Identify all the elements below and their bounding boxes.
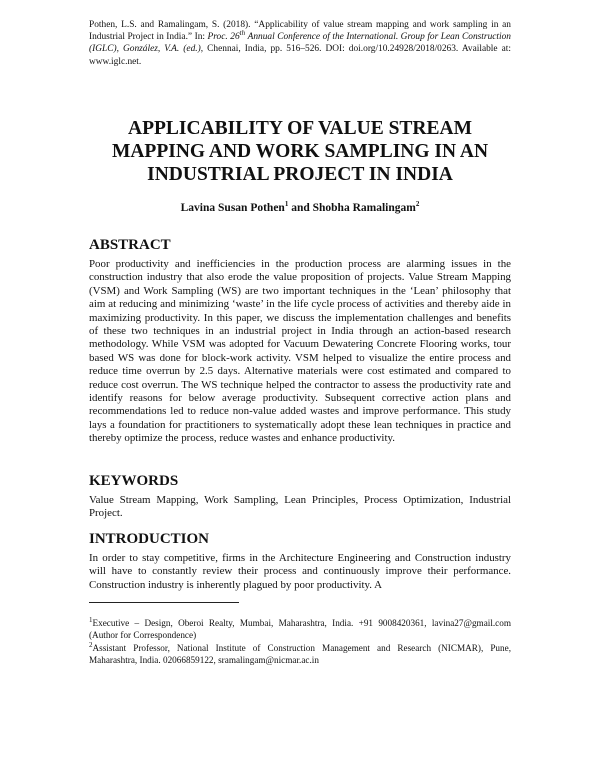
author-1-affiliation-mark: 1 xyxy=(284,200,289,209)
abstract-heading: ABSTRACT xyxy=(89,237,171,253)
citation-proceedings-prefix: Proc. 26 xyxy=(207,32,240,43)
citation-location-doi: Chennai, India, pp. 516–526. DOI: doi.org/10.24928/2018/0263. Available at: www.iglc.net. xyxy=(89,44,511,67)
author-2-affiliation-mark: 2 xyxy=(415,200,420,209)
citation-text: Pothen, L.S. and Ramalingam, S. (2018). “Applicability of value stream mapping and work sampling in an Industrial Project in India.” In: xyxy=(89,20,511,43)
keywords-text: Value Stream Mapping, Work Sampling, Lean Principles, Process Optimization, Industrial Project. xyxy=(89,494,511,520)
footnote-2 xyxy=(89,642,511,666)
author-line xyxy=(90,202,510,214)
abstract-text: Poor productivity and inefficiencies in the production process are alarming issues in the construction industry that also erode the value proposition of projects. Value Stream Mapping (VSM) and Work Sampling (WS) are two important techniques in the ‘Lean’ philosophy that aim at reducing and minimizing ‘waste’ in the life cycle process of activities and thereby aide in maximizing productivity. In this paper, we discuss the implementation challenges and benefits of these two techniques in an industrial project in India through an action-based research methodology. While VSM was adopted for Vacuum Dewatering Concrete Flooring works, tour based WS was done for block-work activity. VSM helped to visualize the entire process and reduce time overrun by 2.5 days. Alternative materials were cost estimated and compared to reduce cost overrun. The WS technique helped the contractor to assess the productivity rate and identify reasons for below average productivity. Subsequent corrective action plans and recommendations led to reduce non-value added wastes and improve performance. This study lays a foundation for practitioners to systematically adopt these lean techniques in practice and thereby optimize the process, reduce wastes and enhance productivity. xyxy=(89,258,511,445)
introduction-text: In order to stay competitive, firms in the Architecture Engineering and Construction industry will have to constantly review their process and continuously improve their performance. Construction industry is inherently plagued by poor productivity. A xyxy=(89,552,511,591)
author-2: Shobha Ramalingam xyxy=(312,202,416,214)
footnote-2-text: Assistant Professor, National Institute of Construction Management and Research (NICMAR), Pune, Maharashtra, India. 02066859122, sramalingam@nicmar.ac.in xyxy=(89,643,511,666)
keywords-heading: KEYWORDS xyxy=(89,473,179,489)
introduction-heading: INTRODUCTION xyxy=(89,531,210,547)
citation-ordinal-suffix: th xyxy=(239,29,246,38)
citation-proceedings: Annual Conference of the International. Group for Lean Construction (IGLC), González, V.A. (ed.), xyxy=(89,32,511,55)
footnote-divider xyxy=(89,602,239,603)
paper-title: APPLICABILITY OF VALUE STREAM MAPPING AND WORK SAMPLING IN AN INDUSTRIAL PROJECT IN INDIA xyxy=(111,118,489,185)
footnote-1-mark: 1 xyxy=(89,615,93,624)
footnote-1-text: Executive – Design, Oberoi Realty, Mumbai, Maharashtra, India. +91 9008420361, lavina27@gmail.com (Author for Correspondence) xyxy=(89,618,511,641)
footnote-1 xyxy=(89,617,511,641)
citation-block xyxy=(89,19,511,68)
footnote-2-mark: 2 xyxy=(89,640,93,649)
author-connector: and xyxy=(291,202,310,214)
author-1: Lavina Susan Pothen xyxy=(180,202,285,214)
